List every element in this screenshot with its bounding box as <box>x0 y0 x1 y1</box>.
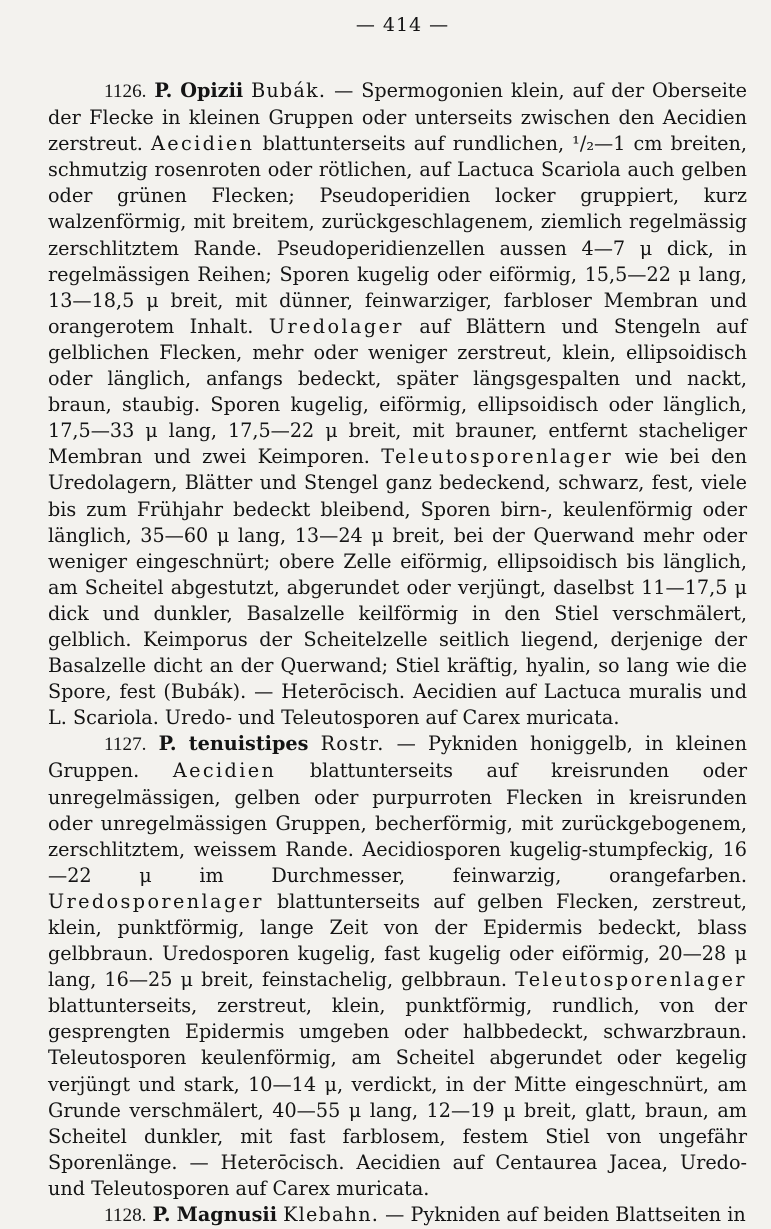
text-run: — Pykniden auf beiden Blattseiten in <box>379 1203 746 1227</box>
entry-body <box>48 79 747 729</box>
genus: P. <box>158 732 177 756</box>
spaced-term: Uredolager <box>268 314 404 338</box>
entry-paragraph <box>48 78 747 731</box>
spaced-term: Aecidien <box>172 759 277 783</box>
spaced-term: Teleutosporenlager <box>381 445 614 469</box>
spaced-term: Uredosporenlager <box>48 889 264 913</box>
entry-1126 <box>48 78 747 731</box>
spaced-term: Teleutosporenlager <box>515 968 747 992</box>
text-run: wie bei den Uredolagern, Blätter und Stengel ganz bedeckend, schwarz, fest, viele bis zum Frühjahr bedeckt bleibend, Sporen birn-, keulenförmig oder länglich, 35—60 μ lang, 13—24 μ breit, bei der Querwand mehr oder weniger eingeschnürt; obere Zelle eiförmig, ellipsoidisch bis länglich, am Scheitel abgestutzt, abgerundet oder verjüngt, daselbst 11—17,5 μ dick und dunkler, Basalzelle keilförmig in den Stiel verschmälert, gelblich. Keimporus der Scheitelzelle seitlich liegend, derjenige der Basalzelle dicht an der Querwand; Stiel kräftig, hyalin, so lang wie die Spore, fest (Bubák). — Heterōcisch. Aecidien auf Lactuca muralis und L. Scariola. Uredo- und Teleutosporen auf Carex muricata. <box>48 445 747 730</box>
entry-1127 <box>48 731 747 1202</box>
genus: P. <box>154 79 173 102</box>
entry-body <box>48 732 747 1200</box>
author: Klebahn. <box>283 1203 380 1227</box>
text-run: — Spermogonien klein, auf der Oberseite der Flecke in kleinen Gruppen oder unterseits zwischen den Aecidien zerstreut. <box>48 79 747 156</box>
genus: P. <box>152 1203 171 1227</box>
text-run: blattunterseits, zerstreut, klein, punktförmig, rundlich, von der gesprengten Epidermis umgeben oder halbbedeckt, schwarzbraun. Teleutosporen keulenförmig, am Scheitel abgerundet oder kegelig verjüngt und stark, 10—14 μ, verdickt, in der Mitte eingeschnürt, am Grunde verschmälert, 40—55 μ lang, 12—19 μ breit, glatt, braun, am Scheitel dunkler, mit fast farblosem, festem Stiel von ungefähr Sporenlänge. — Heterōcisch. Aecidien auf Centaurea Jacea, Uredo- und Teleutosporen auf Carex muricata. <box>48 994 747 1200</box>
page-number: — 414 — <box>355 14 450 36</box>
entry-paragraph <box>48 1202 747 1229</box>
entry-body <box>379 1203 746 1226</box>
text-run: auf Blättern und Stengeln auf gelblichen Flecken, mehr oder weniger zerstreut, klein, ellipsoidisch oder länglich, anfangs bedeckt, später längsgespalten und nackt, braun, staubig. Sporen kugelig, eiförmig, ellipsoidisch oder länglich, 17,5—33 μ lang, 17,5—22 μ breit, mit brauner, entfernt stacheliger Membran und zwei Keimporen. <box>48 314 747 469</box>
entry-paragraph <box>48 731 747 1202</box>
text-run: — Pykniden honiggelb, in kleinen Gruppen. <box>48 732 748 783</box>
entry-number: 1127. <box>104 734 147 756</box>
text-run: blattunterseits auf kreisrunden oder unregelmässigen, gelben oder purpurroten Flecken in kreisrunden oder unregelmässigen Gruppen, becherförmig, mit zurückgebogenem, zerschlitztem, weissem Rande. Aecidiosporen kugelig-stumpfeckig, 16—22 μ im Durchmesser, feinwarzig, orangefarben. <box>48 759 747 887</box>
species-name: Magnusii <box>176 1203 277 1227</box>
text-run: blattunterseits auf rundlichen, ¹/₂—1 cm breiten, schmutzig rosenroten oder rötlichen, auf Lactuca Scariola auch gelben oder grünen Flecken; Pseudoperidien locker gruppiert, kurz walzenförmig, mit breitem, zurückgeschlagenem, ziemlich regelmässig zerschlitztem Rande. Pseudoperidienzellen aussen 4—7 μ dick, in regelmässigen Reihen; Sporen kugelig oder eiförmig, 15,5—22 μ lang, 13—18,5 μ breit, mit dünner, feinwarziger, farbloser Membran und orangerotem Inhalt. <box>48 132 747 338</box>
text-run: blattunterseits auf gelben Flecken, zerstreut, klein, punktförmig, lange Zeit von der Epidermis bedeckt, blass gelbbraun. Uredosporen kugelig, fast kugelig oder eiförmig, 20—28 μ lang, 16—25 μ breit, feinstachelig, gelbbraun. <box>48 889 747 992</box>
entry-number: 1128. <box>104 1205 147 1227</box>
entry-number: 1126. <box>104 81 147 102</box>
spaced-term: Aecidien <box>150 132 255 156</box>
species-name: tenuistipes <box>188 732 309 756</box>
entry-1128 <box>48 1202 747 1229</box>
author: Bubák. <box>251 79 327 102</box>
author: Rostr. <box>320 732 385 756</box>
species-name: Opizii <box>180 79 244 102</box>
